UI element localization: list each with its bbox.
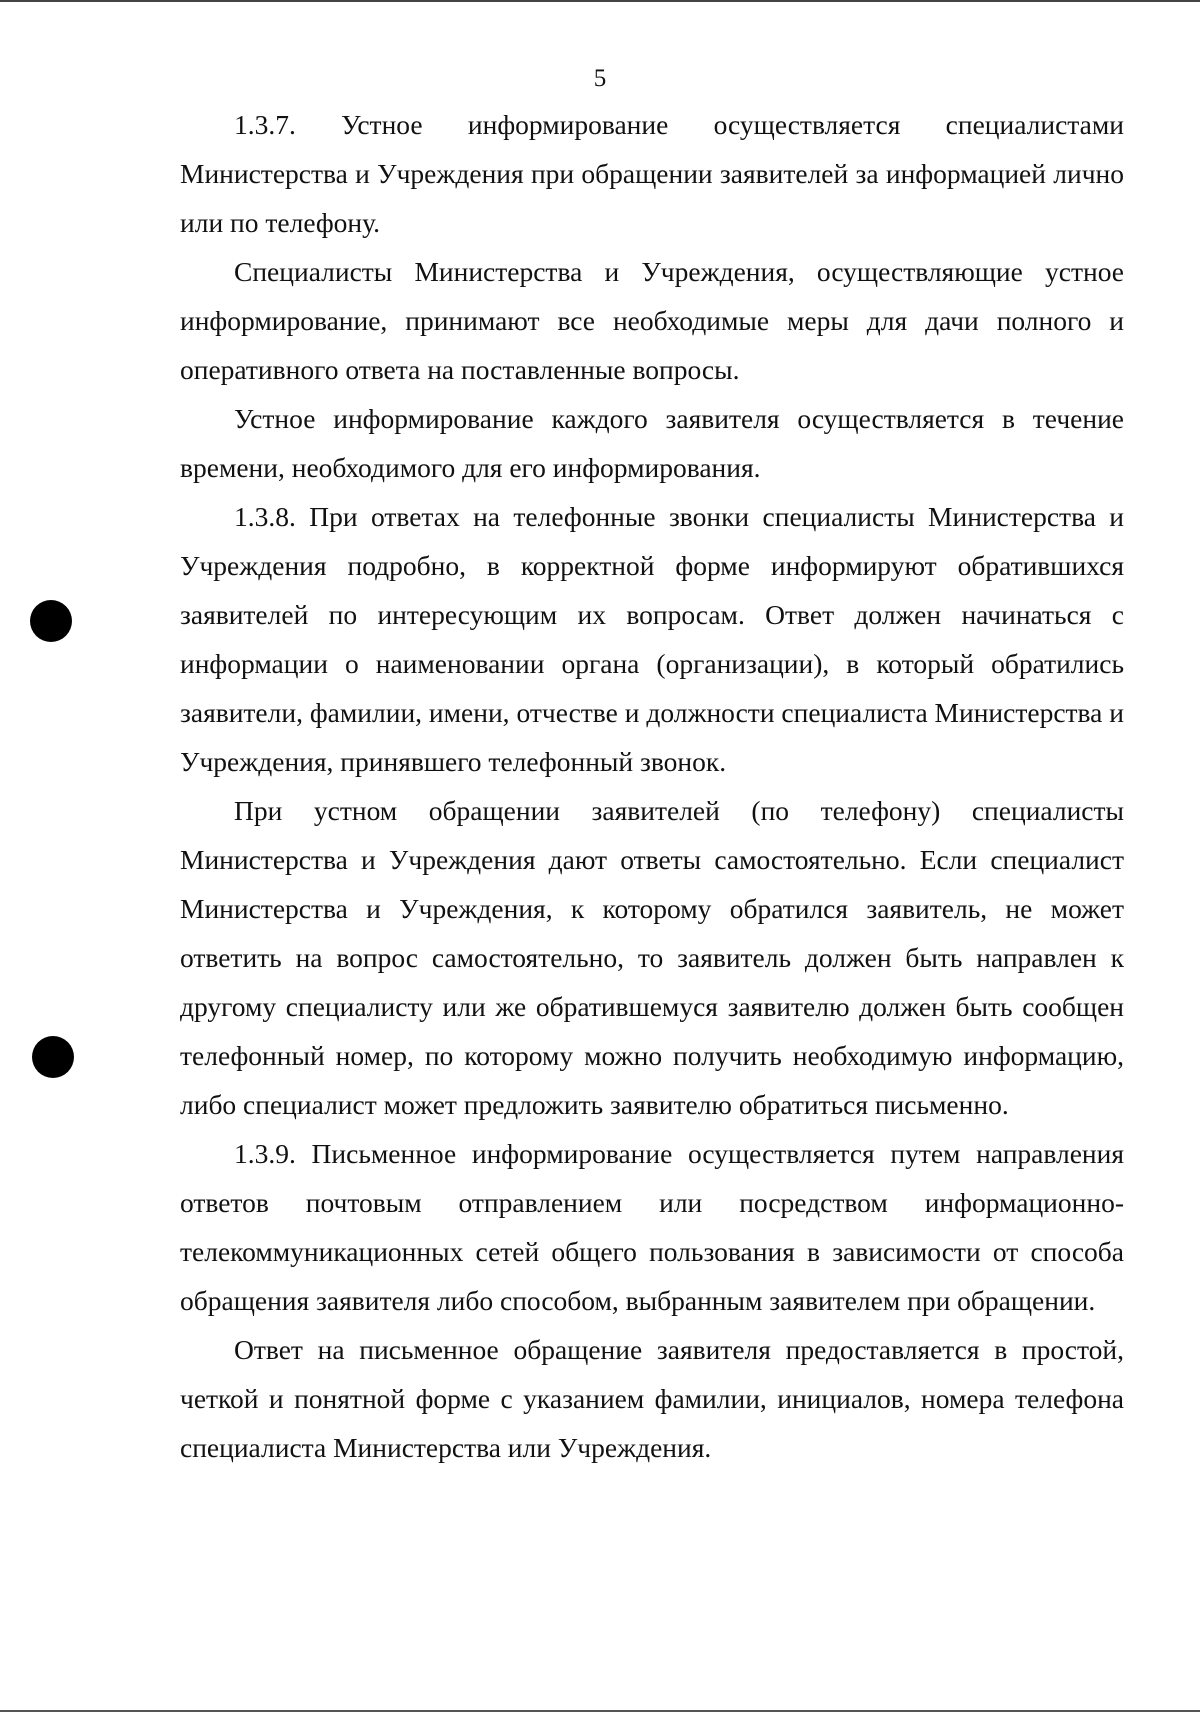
paragraph-oral-duration: Устное информирование каждого заявителя осуществляется в течение времени, необходимого для его информирования. bbox=[180, 403, 1124, 483]
paragraph-oral-specialists: Специалисты Министерства и Учреждения, осуществляющие устное информирование, принимают все необходимые меры для дачи полного и оперативного ответа на поставленные вопросы. bbox=[180, 256, 1124, 385]
paragraph-oral-phone-requests: При устном обращении заявителей (по телефону) специалисты Министерства и Учреждения дают ответы самостоятельно. Если специалист Министерства и Учреждения, к которому обратился заявитель, не может ответить на вопрос самостоятельно, то заявитель должен быть направлен к другому специалисту или же обратившемуся заявителю должен быть сообщен телефонный номер, по которому можно получить необходимую информацию, либо специалист может предложить заявителю обратиться письменно. bbox=[180, 795, 1124, 1120]
scan-edge-top bbox=[0, 0, 1200, 2]
scan-edge-bottom bbox=[0, 1710, 1200, 1712]
paragraph-written-reply: Ответ на письменное обращение заявителя предоставляется в простой, четкой и понятной форме с указанием фамилии, инициалов, номера телефона специалиста Министерства или Учреждения. bbox=[180, 1334, 1124, 1463]
document-body bbox=[180, 100, 1124, 1472]
paragraph-1-3-8: 1.3.8. При ответах на телефонные звонки специалисты Министерства и Учреждения подробно, в корректной форме информируют обратившихся заявителей по интересующим их вопросам. Ответ должен начинаться с информации о наименовании органа (организации), в который обратились заявители, фамилии, имени, отчестве и должности специалиста Министерства и Учреждения, принявшего телефонный звонок. bbox=[180, 501, 1124, 777]
page-number: 5 bbox=[593, 65, 607, 92]
paragraph-1-3-9: 1.3.9. Письменное информирование осуществляется путем направления ответов почтовым отправлением или посредством информационно-телекоммуникационных сетей общего пользования в зависимости от способа обращения заявителя либо способом, выбранным заявителем при обращении. bbox=[180, 1138, 1124, 1316]
paragraph-1-3-7: 1.3.7. Устное информирование осуществляется специалистами Министерства и Учреждения при обращении заявителей за информацией лично или по телефону. bbox=[180, 109, 1124, 238]
punch-hole-mark bbox=[32, 1036, 74, 1078]
punch-hole-mark bbox=[30, 600, 72, 642]
